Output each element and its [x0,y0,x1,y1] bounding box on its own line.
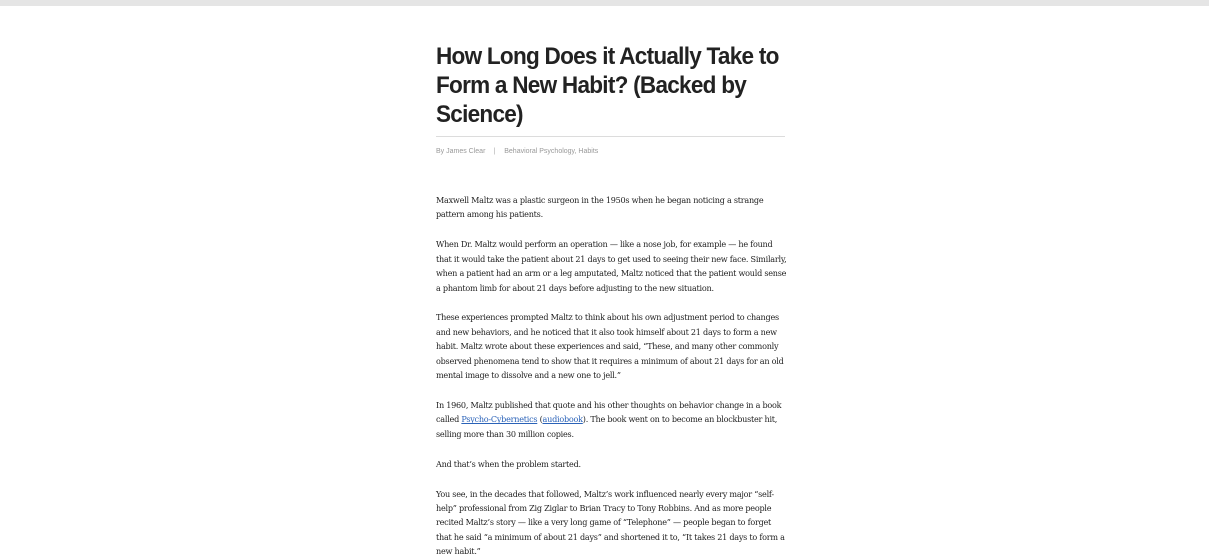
article-meta [436,147,598,157]
article-title: How Long Does it Actually Take to Form a New Habit? (Backed by Science) [436,43,779,128]
paragraph-5: And that’s when the problem started. [436,458,581,469]
article-body [436,193,788,559]
author-byline[interactable]: By James Clear [436,148,486,155]
paragraph-4-paren: ( [537,414,543,425]
top-bar [0,0,1209,6]
paragraph-4-text-start: In 1960, Maltz published that quote and his other thoughts on behavior change in a book called [436,399,782,425]
psycho-cybernetics-link[interactable]: Psycho-Cybernetics [461,414,538,425]
paragraph-3: These experiences prompted Maltz to think about his own adjustment period to changes and new behaviors, and he noticed that it also took himself about 21 days to form a new habit. Maltz wrote about these experiences and said, “These, and many other commonly observed phenomena tend to show that it requires a minimum of about 21 days for an old mental image to dissolve and a new one to jell.” [436,312,784,381]
paragraph-1: Maxwell Maltz was a plastic surgeon in the 1950s when he began noticing a strange pattern among his patients. [436,195,764,220]
article-categories[interactable]: Behavioral Psychology, Habits [504,148,599,155]
paragraph-2: When Dr. Maltz would perform an operation — like a nose job, for example — he found that it would take the patient about 21 days to get used to seeing their new face. Similarly, when a patient had an arm or a leg amputated, Maltz noticed that the patient would sense a phantom limb for about 21 days before adjusting to the new situation. [436,239,787,293]
title-divider [436,136,785,137]
paragraph-4 [436,398,788,441]
paragraph-6: You see, in the decades that followed, Maltz’s work influenced nearly every major “self-help” professional from Zig Ziglar to Brian Tracy to Tony Robbins. And as more people recited Maltz’s story — like a very long game of “Telephone” — people began to forget that he said “a minimum of about 21 days” and shortened it to, “It takes 21 days to form a new habit.” [436,488,785,557]
paragraph-4-text-end: ). The book went on to become an blockbuster hit, selling more than 30 million copies. [436,414,778,439]
meta-separator: | [493,148,496,155]
article [436,42,787,557]
audiobook-link[interactable]: audiobook [542,414,583,425]
